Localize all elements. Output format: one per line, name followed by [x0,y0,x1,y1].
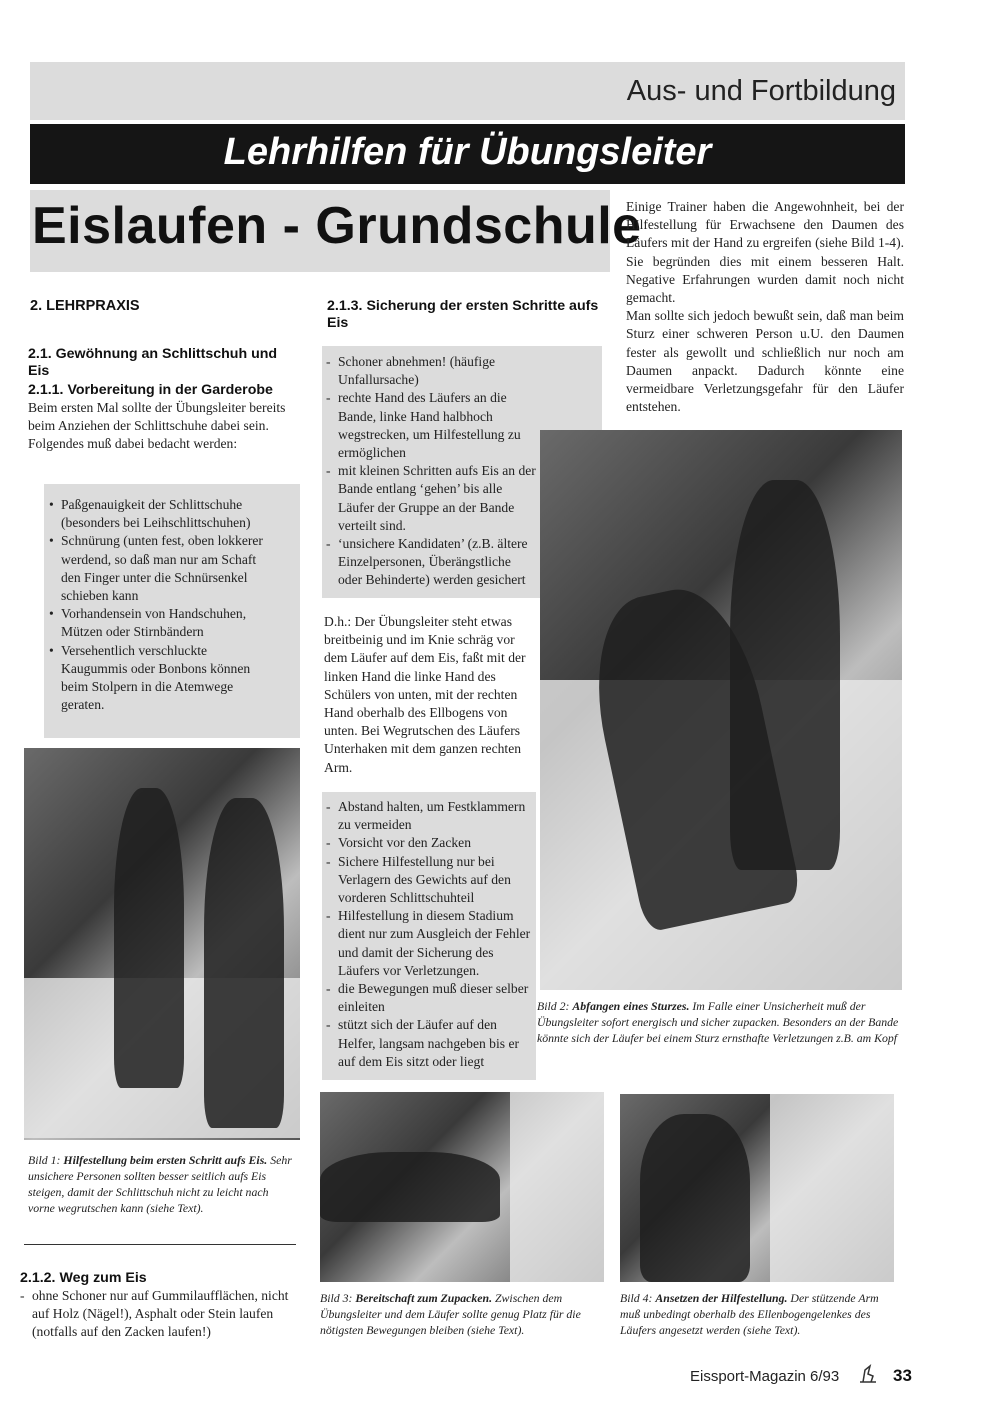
list-item: - Abstand halten, um Festklammern zu vermeiden [326,799,526,833]
weg-block [20,1270,302,1342]
dh-paragraph: D.h.: Der Übungsleiter steht etwas breitbeinig und im Knie schräg vor dem Läufer auf dem Eis, faßt mit der linken Hand die linke Hand des Schülers von unten, mit der rechten Hand oberhalb des Ellbogens von unten. Bei Wegrutschen des Läufers Unterhaken mit dem ganzen rechten Arm. [324,614,526,775]
list-item: - stützt sich der Läufer auf den Helfer, langsam nachgeben bis er auf dem Eis sitzt oder liegt [326,1017,520,1069]
caption-bild-4: Bild 4: Ansetzen der Hilfestellung. Der stützende Arm muß unbedingt oberhalb des Ellenbogengelenkes des Läufers angesetzt werden (siehe Text). [620,1291,879,1337]
photo-bild-4 [620,1094,894,1282]
list-item: - ohne Schoner nur auf Gummilaufflächen, nicht auf Holz (Nägel!), Asphalt oder Stein laufen (notfalls auf den Zacken laufen!) [20,1288,289,1340]
list-item: • Paßgenauigkeit der Schlittschuhe (besonders bei Leihschlittschuhen) [49,497,251,531]
heading-sicherung: 2.1.3. Sicherung der ersten Schritte aufs Eis [327,298,599,331]
steps-list [326,353,536,590]
photo-bild-2 [540,430,902,990]
folgendes-paragraph: Folgendes muß dabei bedacht werden: [28,436,238,452]
caption-bild-2: Bild 2: Abfangen eines Sturzes. Im Falle einer Unsicherheit muß der Übungsleiter sofort energisch und sicher zupacken. Besonders an der Bande könnte sich der Läufer bei einem Sturz ernsthafte Verletzungen z.B. am Kopf [537,999,899,1045]
list-item: - rechte Hand des Läufers an die Bande, linke Hand halbhoch wegstrecken, um Hilfestellung zu ermöglichen [326,390,521,461]
caption-divider [24,1244,296,1245]
banner-title: Lehrhilfen für Übungsleiter [223,131,712,173]
footer-magazine: Eissport-Magazin 6/93 [690,1368,840,1385]
trainer-block [626,198,904,416]
notes-list [326,798,532,1071]
photo-bild-3 [320,1092,604,1282]
col1-intro-block [28,346,302,454]
photo-bild-1 [24,748,300,1140]
heading-lehrpraxis: 2. LEHRPRAXIS [30,298,140,314]
list-item: - Hilfestellung in diesem Stadium dient nur zum Ausgleich der Fehler und damit der Sicherung des Läufers vor Verletzungen. [326,908,531,978]
caption-bild-3: Bild 3: Bereitschaft zum Zupacken. Zwischen dem Übungsleiter und dem Läufer sollte genug Platz für die nötigsten Bewegungen bleiben (siehe Text). [320,1291,581,1337]
intro-paragraph: Beim ersten Mal sollte der Übungsleiter bereits beim Anziehen der Schlittschuhe dabei sein. [28,400,286,434]
photo-shirt-instructor [770,1094,894,1282]
section-label: Aus- und Fortbildung [626,75,896,107]
skate-logo-icon [856,1362,880,1386]
list-item: - mit kleinen Schritten aufs Eis an der Bande entlang ‘gehen’ bis alle Läufer der Gruppe an der Bande verteilt sind. [326,463,536,533]
trainer-paragraph: Einige Trainer haben die Angewohnheit, bei der Hilfestellung für Erwachsene den Daumen des Läufers mit der Hand zu ergreifen (siehe Bild 1-4). Sie begründen dies mit einem besseren Halt. Negative Erfahrungen wurden damit noch nicht gemacht. [626,199,904,306]
list-item: - ‘unsichere Kandidaten’ (z.B. ältere Einzelpersonen, Überängstliche oder Behinderte) werden gesichert [326,536,528,588]
heading-vorbereitung: 2.1.1. Vorbereitung in der Garderobe [28,382,273,398]
man-paragraph: Man sollte sich jedoch bewußt sein, daß man beim Sturz einer schweren Person u.U. den Daumen fester als gewollt und schließlich nur noch am Daumen anpackt. Dadurch könnte eine vermeidbare Verletzungsgefahr für den Läufer entstehen. [626,308,904,415]
list-item: - Sichere Hilfestellung nur bei Verlagern des Gewichts auf den vorderen Schlittschuhteil [326,853,511,906]
photo-arm-skater [320,1152,500,1222]
list-item: - Schoner abnehmen! (häufige Unfallursache) [326,354,496,388]
photo-shirt-instructor [510,1092,604,1282]
list-item: - die Bewegungen muß dieser selber einleiten [326,981,529,1015]
list-item: • Versehentlich verschluckte Kaugummis oder Bonbons können beim Stolpern in die Atemwege geraten. [49,642,251,713]
list-item: - Vorsicht vor den Zacken [326,835,472,851]
photo-figure-skater [640,1114,750,1282]
photo-figure-skater [114,788,184,1088]
list-item: • Vorhandensein von Handschuhen, Mützen oder Stirnbändern [49,606,247,640]
checklist [49,496,263,714]
caption-bild-1: Bild 1: Hilfestellung beim ersten Schritt aufs Eis. Sehr unsichere Personen sollten besser seitlich aufs Eis steigen, damit der Schlittschuh nicht zu leicht nach vorne wegrutschen kann (siehe Text). [28,1153,292,1215]
photo-figure-instructor [204,798,284,1128]
heading-gewoehnung: 2.1. Gewöhnung an Schlittschuh und Eis [28,346,278,379]
page-number: 33 [893,1366,912,1385]
page-title: Eislaufen - Grundschule [32,197,642,255]
list-item: • Schnürung (unten fest, oben lokkerer werdend, so daß man nur am Schaft den Finger unter die Schnürsenkel schieben kann [49,533,263,604]
weg-list [20,1287,302,1342]
heading-weg-zum-eis: 2.1.2. Weg zum Eis [20,1270,147,1286]
